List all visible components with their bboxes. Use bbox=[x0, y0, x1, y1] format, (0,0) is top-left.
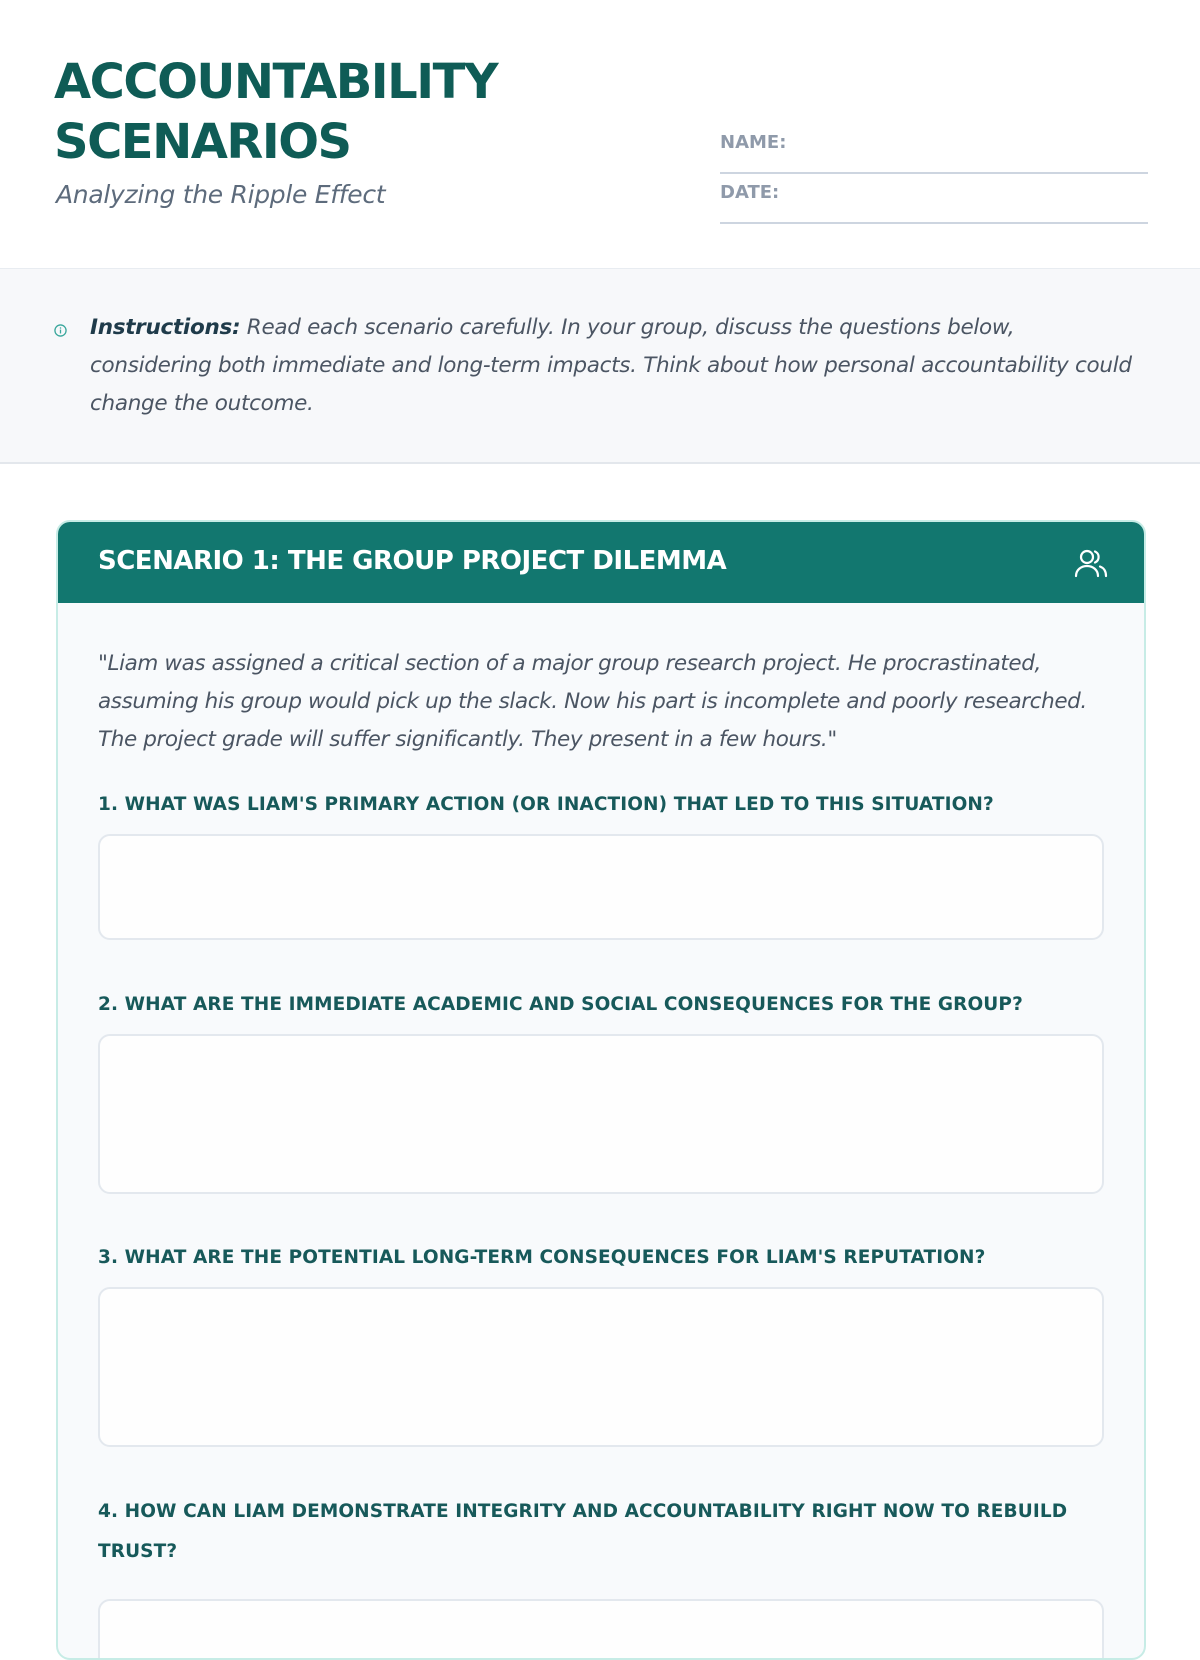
name-label: NAME: bbox=[720, 132, 787, 153]
answer-box-3[interactable] bbox=[98, 1287, 1104, 1447]
scenario-quote: "Liam was assigned a critical section of a major group research project. He procrastinated, assuming his group would pick up the slack. Now his part is incomplete and poorly researched. The project grade will suffer significantly. They present in a few hours." bbox=[98, 651, 1087, 752]
question-4: 4. HOW CAN LIAM DEMONSTRATE INTEGRITY AND ACCOUNTABILITY RIGHT NOW TO REBUILD TRUST? bbox=[98, 1501, 1068, 1562]
instructions-label: Instructions: bbox=[90, 315, 241, 340]
info-icon bbox=[54, 324, 67, 337]
answer-box-1[interactable] bbox=[98, 834, 1104, 940]
scenario-title: SCENARIO 1: THE GROUP PROJECT DILEMMA bbox=[98, 546, 727, 576]
question-2: 2. WHAT ARE THE IMMEDIATE ACADEMIC AND SOCIAL CONSEQUENCES FOR THE GROUP? bbox=[98, 994, 1023, 1015]
page-header bbox=[0, 0, 1200, 268]
title-line-1: ACCOUNTABILITY bbox=[54, 54, 498, 110]
date-field[interactable] bbox=[720, 174, 1148, 224]
question-3: 3. WHAT ARE THE POTENTIAL LONG-TERM CONSEQUENCES FOR LIAM'S REPUTATION? bbox=[98, 1247, 986, 1268]
title-block bbox=[54, 52, 574, 209]
answer-box-2[interactable] bbox=[98, 1034, 1104, 1194]
instructions-text bbox=[90, 309, 1140, 423]
name-field[interactable] bbox=[720, 124, 1148, 174]
question-1: 1. WHAT WAS LIAM'S PRIMARY ACTION (OR INACTION) THAT LED TO THIS SITUATION? bbox=[98, 794, 994, 815]
instructions-body: Read each scenario carefully. In your group, discuss the questions below, considering both immediate and long-term impacts. Think about how personal accountability could change the outcome. bbox=[90, 315, 1132, 416]
scenario-card bbox=[56, 520, 1146, 1660]
answer-box-4[interactable] bbox=[98, 1599, 1104, 1660]
student-fields bbox=[720, 124, 1148, 224]
page-subtitle: Analyzing the Ripple Effect bbox=[56, 180, 386, 209]
page-title bbox=[54, 52, 574, 172]
users-icon bbox=[1074, 547, 1108, 579]
instructions-panel bbox=[0, 268, 1200, 464]
date-label: DATE: bbox=[720, 182, 780, 203]
title-line-2: SCENARIOS bbox=[54, 114, 351, 170]
scenario-header bbox=[58, 522, 1144, 603]
